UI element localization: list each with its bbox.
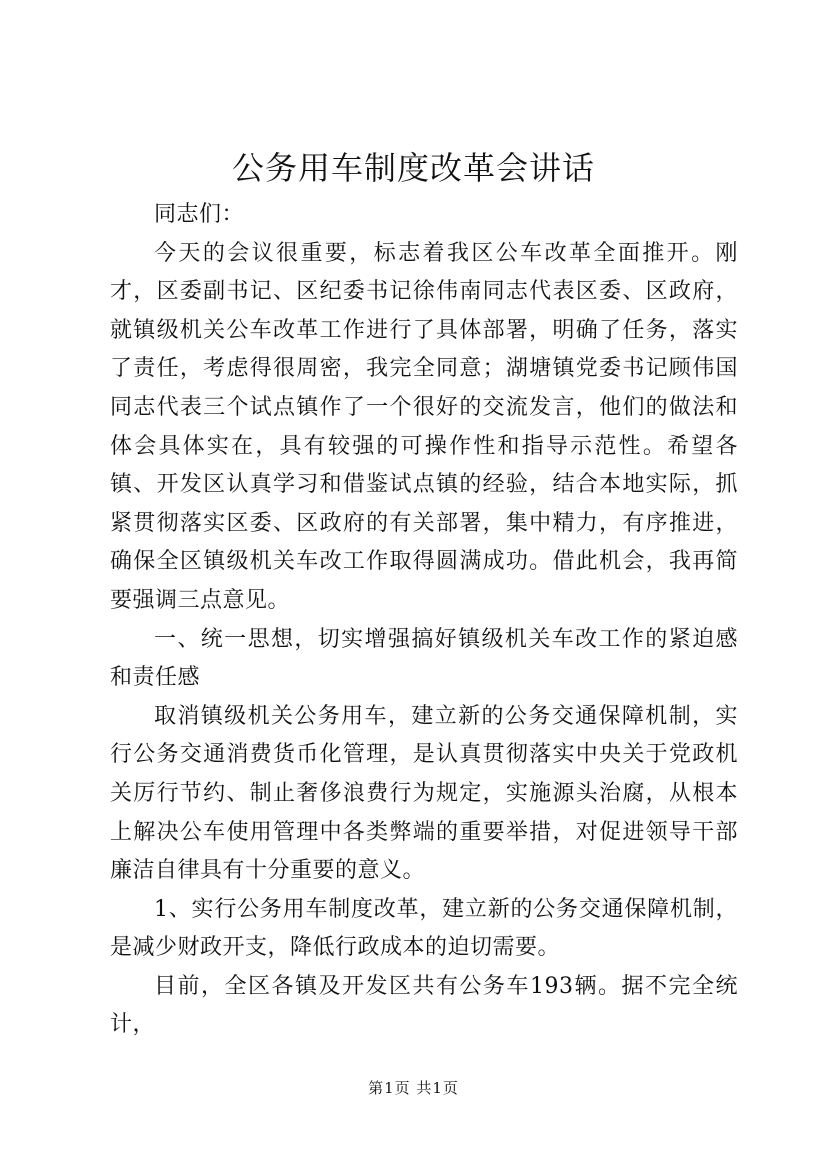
point-paragraph: 1、实行公务用车制度改革，建立新的公务交通保障机制，是减少财政开支，降低行政成本的迫切需要。 (110, 896, 738, 961)
intro-paragraph: 今天的会议很重要，标志着我区公车改革全面推开。刚才，区委副书记、区纪委书记徐伟南同志代表区委、区政府，就镇级机关公车改革工作进行了具体部署，明确了任务，落实了责任，考虑得很周密，我完全同意；湖塘镇党委书记顾伟国同志代表三个试点镇作了一个很好的交流发言，他们的做法和体会具体实在，具有较强的可操作性和指导示范性。希望各镇、开发区认真学习和借鉴试点镇的经验，结合本地实际，抓紧贯彻落实区委、区政府的有关部署，集中精力，有序推进，确保全区镇级机关车改工作取得圆满成功。借此机会，我再简要强调三点意见。 (110, 240, 738, 613)
body-paragraph: 目前，全区各镇及开发区共有公务车193辆。据不完全统计， (110, 973, 738, 1038)
document-title: 公务用车制度改革会讲话 (231, 149, 595, 187)
body-paragraph: 取消镇级机关公务用车，建立新的公务交通保障机制，实行公务交通消费货币化管理，是认真贯彻落实中央关于党政机关厉行节约、制止奢侈浪费行为规定，实施源头治腐，从根本上解决公车使用管理中各类弊端的重要举措，对促进领导干部廉洁自律具有十分重要的意义。 (110, 703, 738, 884)
document-body (110, 196, 738, 1045)
section-heading-paragraph: 一、统一思想，切实增强搞好镇级机关车改工作的紧迫感和责任感 (110, 626, 738, 691)
page-number-footer: 第1页 共1页 (368, 1079, 459, 1097)
salutation-paragraph: 同志们： (154, 202, 245, 227)
